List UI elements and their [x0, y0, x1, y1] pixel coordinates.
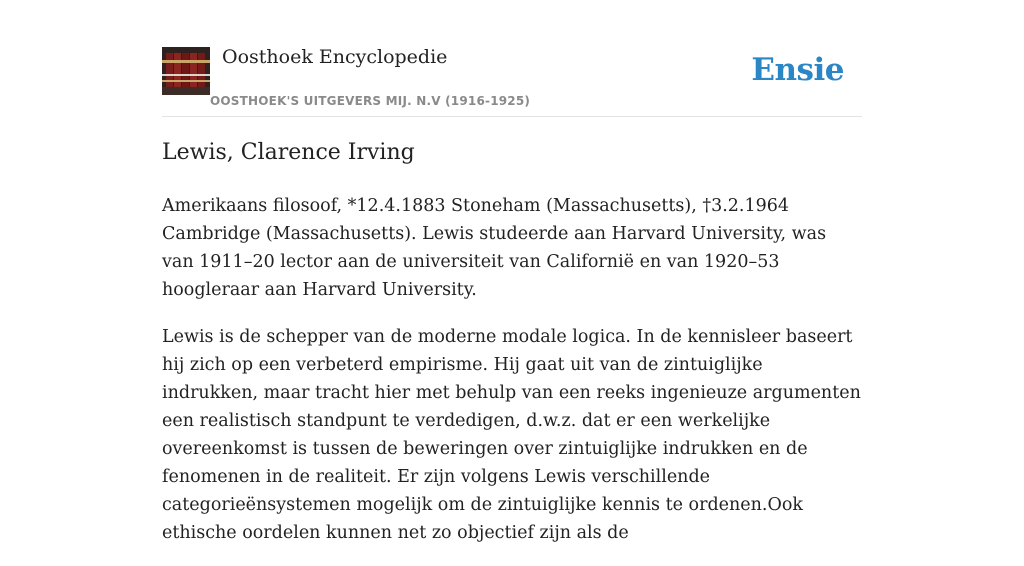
article-title: Lewis, Clarence Irving: [162, 140, 415, 165]
source-header: [162, 46, 862, 117]
article-paragraph: Amerikaans filosoof, *12.4.1883 Stoneham (Massachusetts), †3.2.1964 Cambridge (Massachusetts). Lewis studeerde aan Harvard University, was van 1911–20 lector aan de universiteit van Californië en van 1920–53 hoogleraar aan Harvard University.: [162, 196, 827, 300]
article-paragraph: Lewis is de schepper van de moderne modale logica. In de kennisleer baseert hij zich op een verbeterd empirisme. Hij gaat uit van de zintuiglijke indrukken, maar tracht hier met behulp van een reeks ingenieuze argumenten een realistisch standpunt te verdedigen, d.w.z. dat er een werkelijke overeenkomst is tussen de beweringen over zintuiglijke indrukken en de fenomenen in de realiteit. Er zijn volgens Lewis verschillende categorieënsystemen mogelijk om de zintuiglijke kennis te ordenen.Ook ethische oordelen kunnen net zo objectief zijn als de: [162, 327, 861, 543]
publisher-label: OOSTHOEK'S UITGEVERS MIJ. N.V (1916-1925): [210, 94, 531, 108]
ensie-logo-link[interactable]: Ensie: [751, 52, 844, 88]
source-title[interactable]: Oosthoek Encyclopedie: [222, 46, 448, 68]
article-body: [162, 192, 862, 566]
book-spines-icon: [162, 47, 210, 95]
source-avatar[interactable]: [162, 47, 210, 95]
